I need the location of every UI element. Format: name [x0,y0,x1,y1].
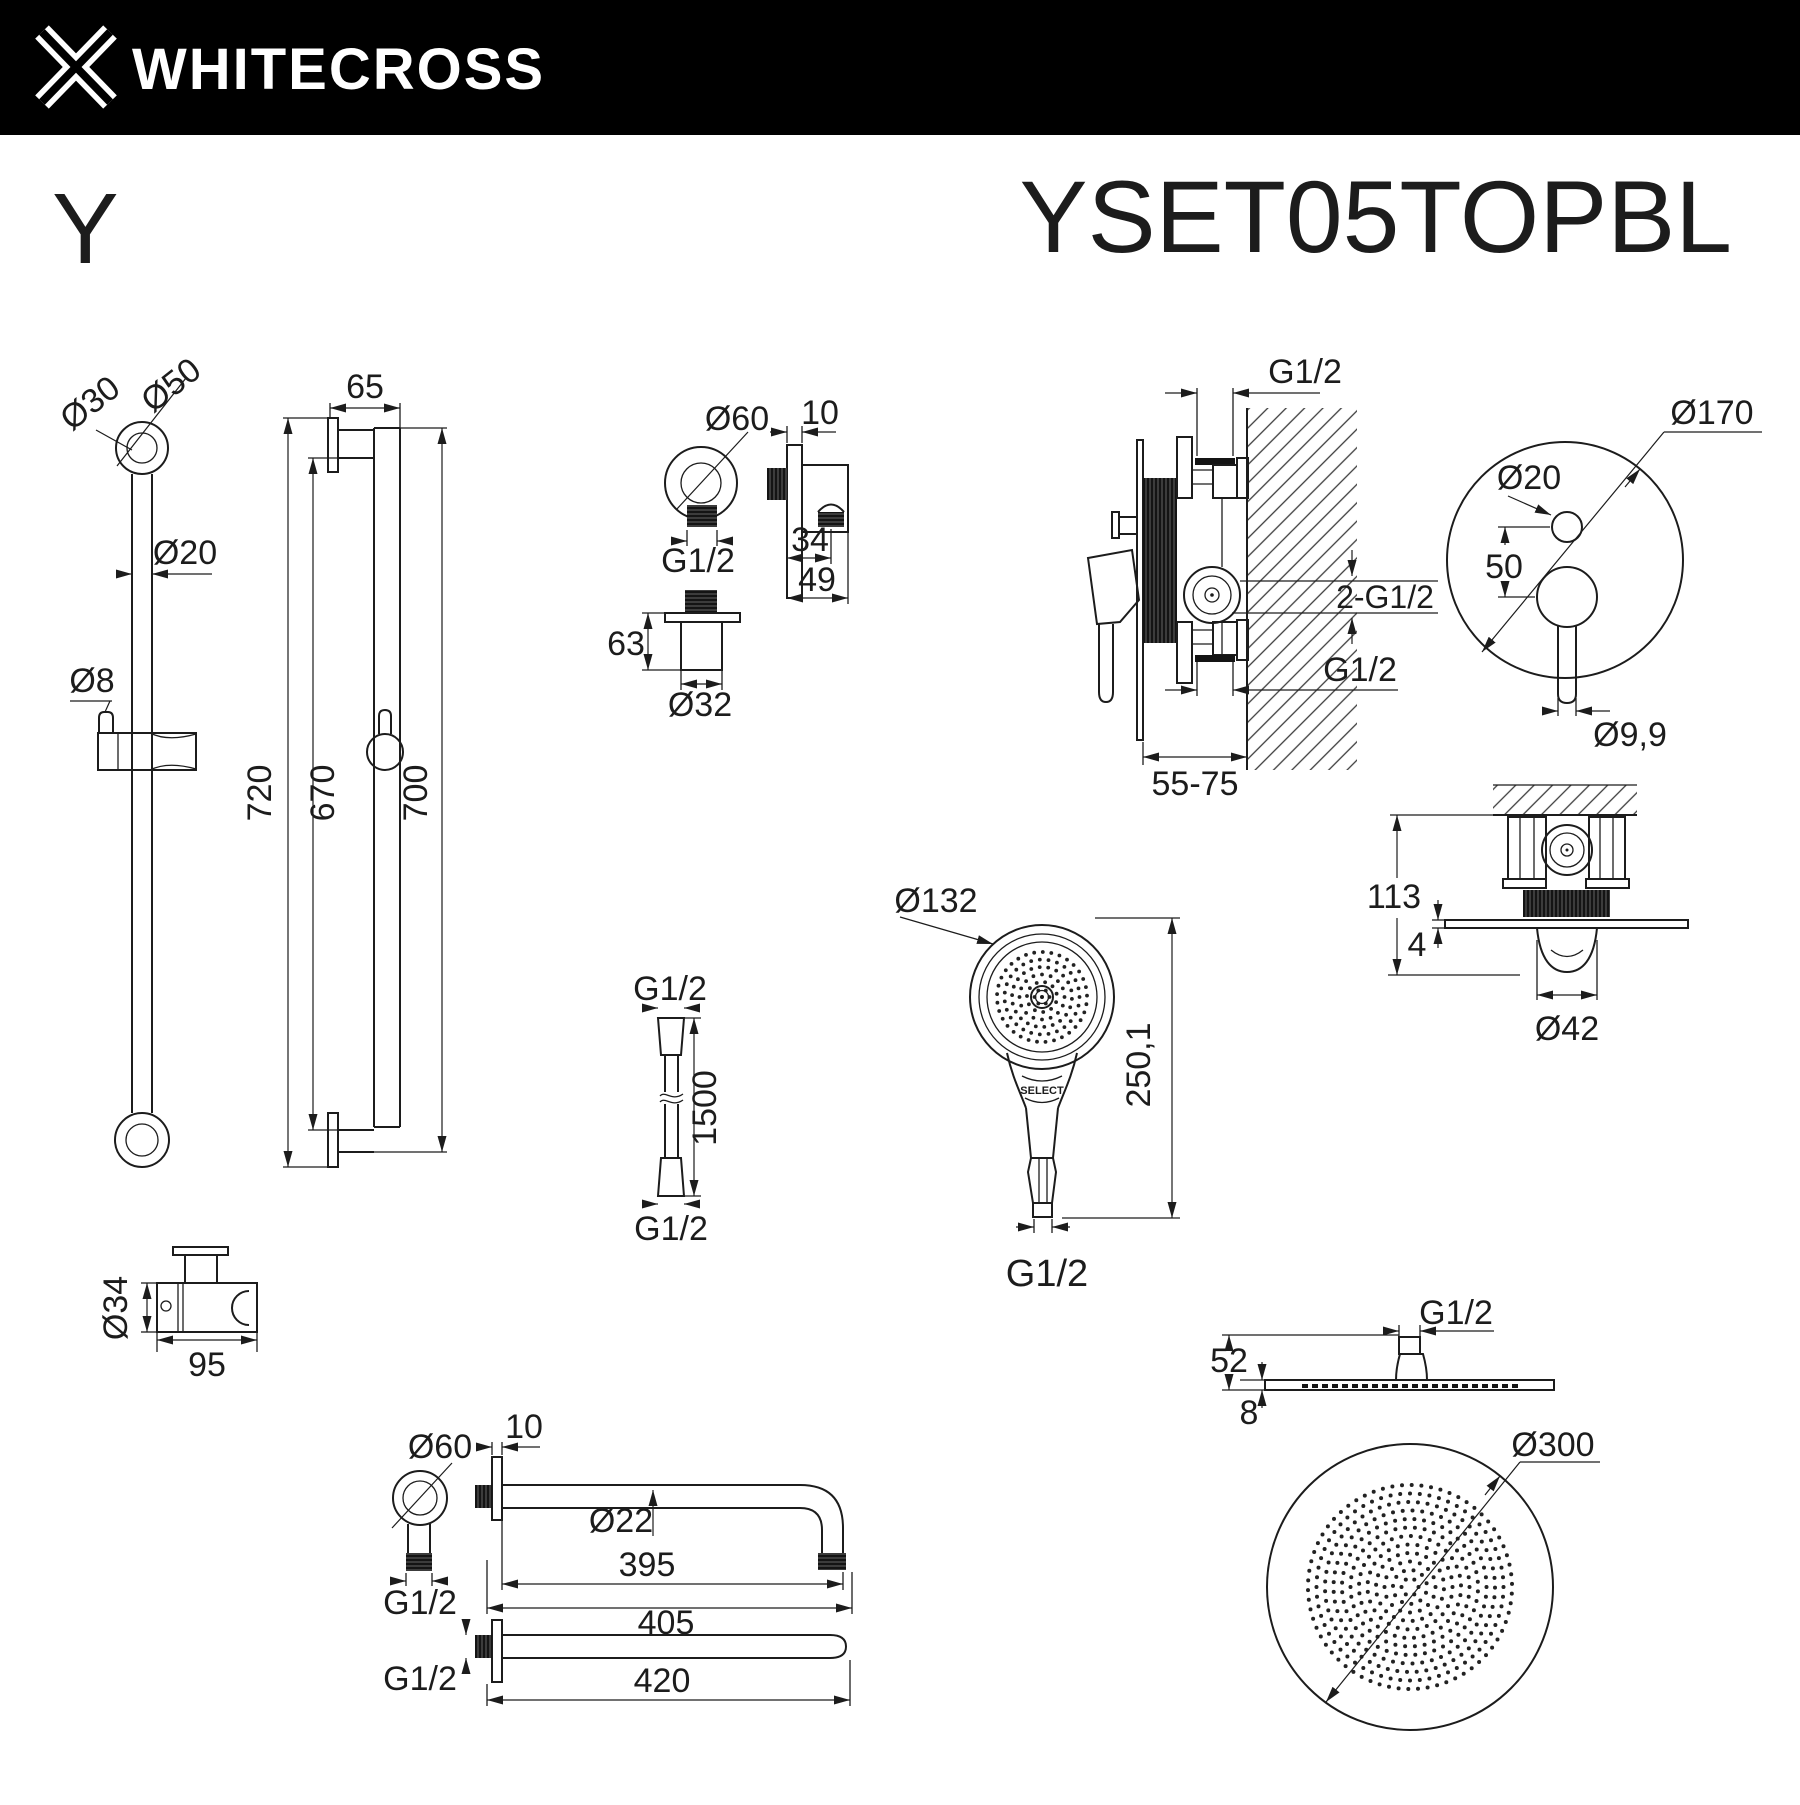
figure-trim-plate [1447,394,1762,754]
dim-headshower-thread: G1/2 [1419,1294,1493,1332]
dim-slidebar-inner-height: 670 [304,764,342,822]
dim-slidebar-bar-height: 700 [397,764,435,822]
dim-arm-thread: G1/2 [383,1584,457,1622]
model-number: YSET05TOPBL [1019,160,1732,274]
dim-holder-width: 95 [188,1346,226,1384]
dim-slidebar-wall-offset: 65 [346,368,384,406]
dim-mixer-thread-top: G1/2 [1268,353,1342,391]
dim-arm-plate: 10 [505,1408,543,1446]
dim-slidebar-ring-outer: Ø50 [134,350,209,421]
figure-hose [633,970,724,1248]
header-banner [0,0,1800,135]
dim-mixer-depth-range: 55-75 [1151,765,1239,803]
dim-holder-dia: Ø34 [97,1275,135,1341]
dim-elbow-nipple-len: 63 [607,625,645,663]
dim-elbow-nipple-dia: Ø32 [667,686,733,724]
figure-elbow [607,394,848,724]
dim-mixer-ports: 2-G1/2 [1336,579,1434,615]
dim-slidebar-total-height: 720 [241,764,279,822]
dim-slidebar-bar-dia: Ø20 [152,534,218,572]
dim-headshower-plate: 8 [1239,1394,1259,1432]
dim-valve-height: 113 [1366,878,1422,916]
figure-hand-shower [894,882,1180,1295]
dim-mixer-thread-bottom: G1/2 [1323,651,1397,689]
head-shower-nozzles [1306,1483,1514,1691]
dim-trimplate-dia: Ø170 [1670,394,1754,432]
dim-elbow-face-dia: Ø60 [704,400,770,438]
dim-slidebar-pin-dia: Ø8 [69,662,115,700]
dim-headshower-dia: Ø300 [1511,1426,1595,1464]
figure-holder [97,1247,257,1384]
dim-valve-dia: Ø42 [1534,1010,1600,1048]
dim-arm-total-length: 405 [637,1604,695,1642]
dim-trimplate-lever-dia: Ø9,9 [1593,716,1667,754]
dim-arm-flange-dia: Ø60 [407,1428,473,1466]
dim-headshower-height: 52 [1210,1342,1248,1380]
dim-hose-thread-bottom: G1/2 [634,1210,708,1248]
dim-handshower-length: 250,1 [1120,1022,1158,1108]
dim-elbow-plate: 10 [801,394,839,432]
dim-elbow-thread: G1/2 [661,542,735,580]
dim-arm-length: 395 [618,1546,676,1584]
handshower-brand-text: SELECT [1020,1085,1064,1097]
dim-arm-tube-dia: Ø22 [588,1502,654,1540]
figure-ceiling-valve [1367,785,1688,1048]
dim-handshower-thread: G1/2 [1005,1253,1089,1295]
dim-elbow-depth: 49 [798,561,836,599]
dim-arm-top-thread: G1/2 [383,1660,457,1698]
dim-handshower-dia: Ø132 [894,882,978,920]
dim-hose-thread-top: G1/2 [633,970,707,1008]
dim-arm-top-length: 420 [633,1662,691,1700]
figure-slidebar-front [53,351,217,1167]
figure-head-shower [1210,1294,1600,1730]
dim-hose-length: 1500 [686,1070,724,1146]
figure-arm [383,1408,852,1706]
dim-trimplate-offset: 50 [1485,548,1523,586]
series-label: Y [52,173,119,285]
figure-mixer [1088,353,1438,803]
dim-slidebar-ring-inner: Ø30 [53,368,128,439]
dim-trimplate-button-dia: Ø20 [1496,459,1562,497]
figure-slidebar-side [241,368,447,1167]
dim-elbow-body: 34 [791,521,829,559]
dim-valve-plate: 4 [1407,926,1427,964]
brand-name: WHITECROSS [132,37,546,102]
